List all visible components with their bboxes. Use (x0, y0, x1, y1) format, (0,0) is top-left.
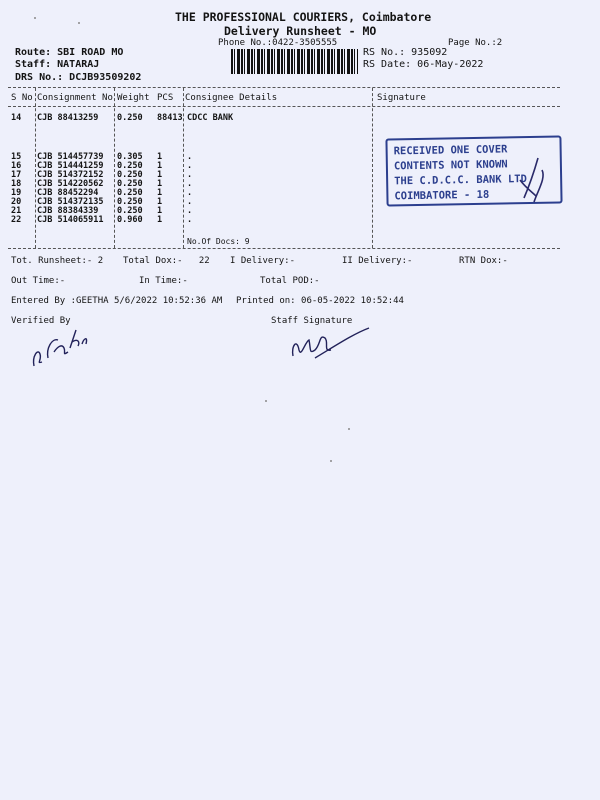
rtn-dox: RTN Dox:- (459, 256, 508, 266)
row-weight: 0.250 (117, 197, 143, 207)
row-pcs: 1 (157, 188, 163, 198)
col-divider (372, 88, 373, 248)
row-consignee-details: . (187, 188, 193, 198)
col-consignment: Consignment No (37, 93, 113, 103)
printed-on: Printed on: 06-05-2022 10:52:44 (236, 296, 404, 306)
route: Route: SBI ROAD MO (15, 47, 124, 58)
no-of-docs: No.Of Docs: 9 (187, 237, 250, 246)
row-consignee-details: . (187, 161, 193, 171)
total-runsheet: Tot. Runsheet:- 2 (11, 256, 104, 266)
col-signature: Signature (377, 93, 426, 103)
row-pcs: 1 (157, 206, 163, 216)
stamp-line: COIMBATORE - 18 (394, 188, 490, 203)
staff: Staff: NATARAJ (15, 59, 100, 70)
row-consignment-no: CJB 88413259 (37, 113, 99, 123)
row-weight: 0.250 (117, 206, 143, 216)
total-pod: Total POD:- (260, 276, 320, 286)
row-consignment-no: CJB 514457739 (37, 152, 104, 162)
row-consignment-no: CJB 514065911 (37, 215, 104, 225)
row-weight: 0.305 (117, 152, 143, 162)
row-consignment-no: CJB 88452294 (37, 188, 99, 198)
col-weight: Weight (117, 93, 150, 103)
staff-signature (285, 320, 375, 365)
phone-number: Phone No.:0422-3505555 (218, 38, 338, 48)
drs-number: DRS No.: DCJB93509202 (15, 72, 142, 83)
row-pcs: 88413 (157, 113, 183, 123)
row-consignee-details: . (187, 215, 193, 225)
table-header-rule (8, 106, 560, 107)
row-weight: 0.250 (117, 188, 143, 198)
row-pcs: 1 (157, 179, 163, 189)
stamp-line: RECEIVED ONE COVER (393, 143, 508, 158)
col-consignee: Consignee Details (185, 93, 278, 103)
row-consignment-no: CJB 514372135 (37, 197, 104, 207)
barcode (231, 49, 358, 74)
row-consignee-details: CDCC BANK (187, 113, 234, 123)
row-consignment-no: CJB 514372152 (37, 170, 104, 180)
document-title: Delivery Runsheet - MO (224, 24, 377, 38)
row-sno: 19 (11, 188, 22, 198)
ii-delivery: II Delivery:- (342, 256, 413, 266)
table-bottom-rule (8, 248, 560, 249)
row-pcs: 1 (157, 152, 163, 162)
row-sno: 17 (11, 170, 22, 180)
scan-speck (34, 17, 36, 19)
col-divider (183, 88, 184, 248)
stamp-line: CONTENTS NOT KNOWN (393, 158, 508, 173)
row-sno: 20 (11, 197, 22, 207)
stamp-line: THE C.D.C.C. BANK LTD (394, 173, 528, 188)
rs-date: RS Date: 06-May-2022 (363, 59, 484, 70)
col-divider (114, 88, 115, 248)
row-weight: 0.250 (117, 179, 143, 189)
row-consignment-no: CJB 514441259 (37, 161, 104, 171)
table-top-rule (8, 87, 560, 88)
row-weight: 0.250 (117, 170, 143, 180)
row-consignee-details: . (187, 152, 193, 162)
row-weight: 0.960 (117, 215, 143, 225)
row-consignee-details: . (187, 170, 193, 180)
row-consignee-details: . (187, 179, 193, 189)
out-time: Out Time:- (11, 276, 66, 286)
row-consignee-details: . (187, 206, 193, 216)
entered-by: Entered By :GEETHA 5/6/2022 10:52:36 AM (11, 296, 223, 306)
row-sno: 16 (11, 161, 22, 171)
col-sno: S No (11, 93, 33, 103)
scan-speck (265, 400, 267, 402)
row-pcs: 1 (157, 197, 163, 207)
verified-by: Verified By (11, 316, 71, 326)
page-number: Page No.:2 (448, 38, 503, 48)
row-consignment-no: CJB 514220562 (37, 179, 104, 189)
row-sno: 18 (11, 179, 22, 189)
row-pcs: 1 (157, 215, 163, 225)
row-weight: 0.250 (117, 161, 143, 171)
scan-speck (330, 460, 332, 462)
row-weight: 0.250 (117, 113, 143, 123)
staff-signature-label: Staff Signature (271, 316, 353, 326)
scan-speck (348, 428, 350, 430)
row-consignee-details: . (187, 197, 193, 207)
stamp-signature (508, 150, 558, 210)
col-pcs: PCS (157, 93, 174, 103)
row-sno: 21 (11, 206, 22, 216)
in-time: In Time:- (139, 276, 188, 286)
scan-speck (78, 22, 80, 24)
row-sno: 15 (11, 152, 22, 162)
i-delivery: I Delivery:- (230, 256, 296, 266)
verifier-signature (28, 318, 98, 373)
row-pcs: 1 (157, 161, 163, 171)
row-sno: 14 (11, 113, 22, 123)
row-pcs: 1 (157, 170, 163, 180)
row-consignment-no: CJB 88384339 (37, 206, 99, 216)
rs-number: RS No.: 935092 (363, 47, 448, 58)
col-divider (35, 88, 36, 248)
total-dox: Total Dox:- 22 (123, 256, 210, 266)
company-name: THE PROFESSIONAL COURIERS, Coimbatore (175, 10, 432, 24)
row-sno: 22 (11, 215, 22, 225)
